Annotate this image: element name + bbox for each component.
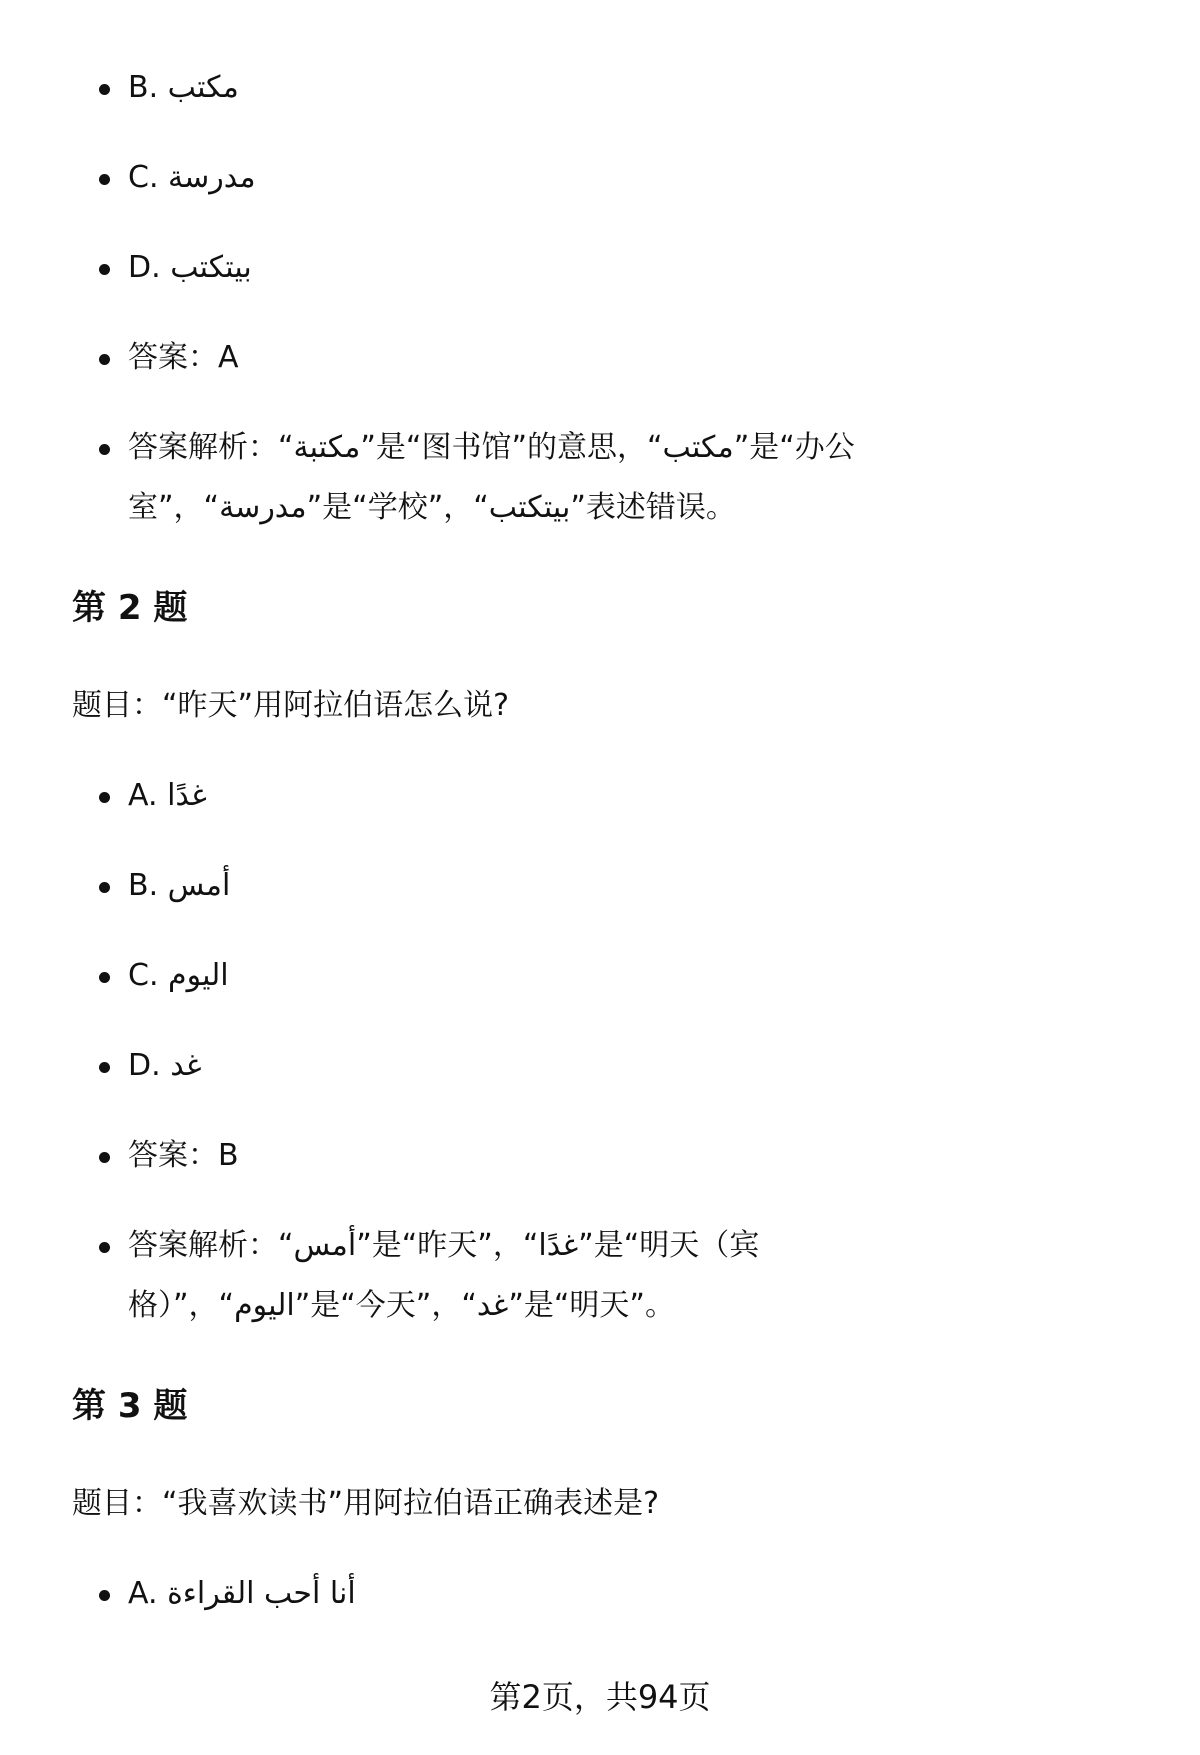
q3-heading: 第 3 题 [72,1386,188,1426]
q2-option-b: B. أمس [128,856,230,916]
q1-answer: 答案：A [128,328,239,388]
q2-option-d: D. غد [128,1036,202,1096]
q2-option-a: A. غدًا [128,766,207,826]
q1-explanation-line-2: 室”，“مدرسة”是“学校”，“بيتكتب”表述错误。 [128,490,736,525]
q2-explanation-line-2: 格）”，“اليوم”是“今天”，“غد”是“明天”。 [128,1288,675,1323]
q2-question-text: 题目：“昨天”用阿拉伯语怎么说? [72,688,510,723]
q1-option-b: B. مكتب [128,58,239,118]
q3-option-a: A. أنا أحب القراءة [128,1564,356,1624]
page-number-footer: 第2页，共94页 [489,1678,711,1716]
q2-answer: 答案：B [128,1126,239,1186]
q1-explanation-line-1: 答案解析：“مكتبة”是“图书馆”的意思，“مكتب”是“办公 [128,430,855,465]
q1-option-c: C. مدرسة [128,148,256,208]
q2-option-c: C. اليوم [128,946,229,1006]
q1-explanation [128,418,855,538]
q2-explanation-line-1: 答案解析：“أمس”是“昨天”，“غدًا”是“明天（宾 [128,1228,760,1263]
q2-explanation [128,1216,759,1336]
q1-option-d: D. بيتكتب [128,238,252,298]
q3-question-text: 题目：“我喜欢读书”用阿拉伯语正确表述是? [72,1486,660,1521]
q2-heading: 第 2 题 [72,588,188,628]
